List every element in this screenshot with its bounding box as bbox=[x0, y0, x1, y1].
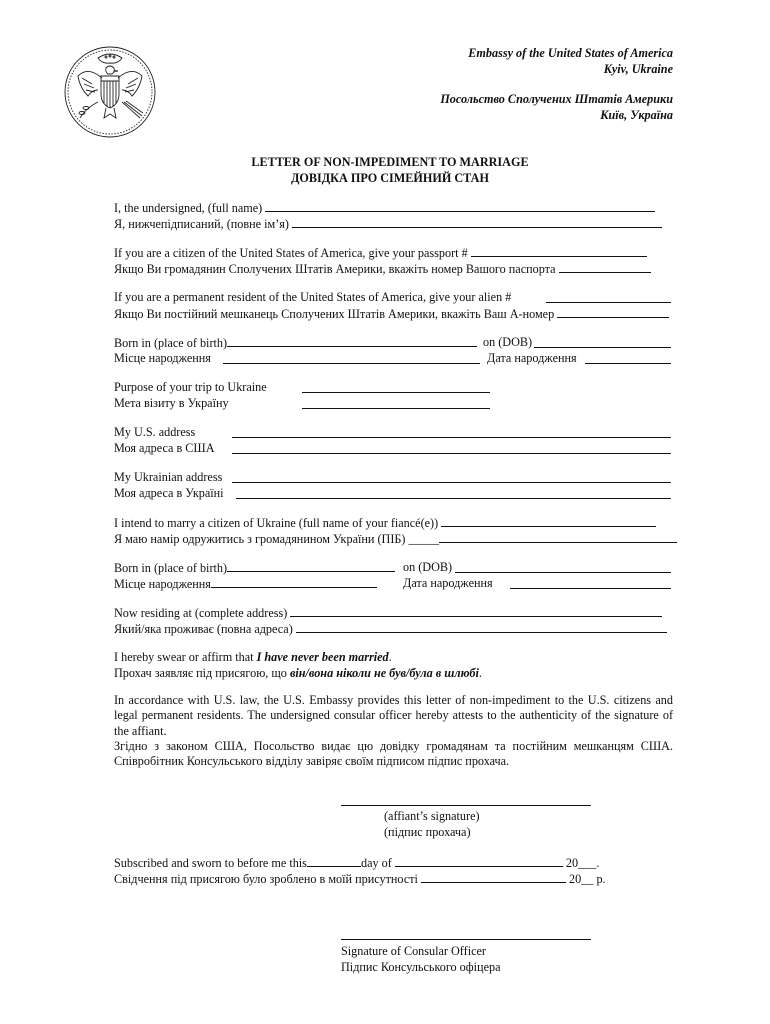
fiance-birth-place-field[interactable] bbox=[227, 559, 395, 572]
document-title-en: LETTER OF NON-IMPEDIMENT TO MARRIAGE bbox=[251, 155, 529, 169]
affirmation-uk bbox=[114, 665, 482, 681]
passport-number-field-uk[interactable] bbox=[559, 260, 651, 273]
alien-row-uk bbox=[114, 305, 669, 322]
alien-number-field[interactable] bbox=[546, 290, 671, 303]
sworn-day-field[interactable] bbox=[307, 854, 361, 867]
passport-number-field[interactable] bbox=[471, 244, 647, 257]
dob-label-en: on (DOB) bbox=[483, 335, 533, 349]
alien-label-uk: Якщо Ви постійний мешканець Сполучених Штатів Америки, вкажіть Ваш А-номер bbox=[114, 307, 555, 321]
ua-address-label-uk: Моя адреса в Україні bbox=[114, 486, 224, 500]
sworn-label-a-en: Subscribed and sworn to before me this bbox=[114, 856, 307, 870]
consular-signature-line[interactable] bbox=[341, 939, 591, 940]
alien-label-en: If you are a permanent resident of the United States of America, give your alien # bbox=[114, 290, 512, 304]
affiant-signature-line[interactable] bbox=[341, 805, 591, 806]
purpose-label-uk: Мета візиту в Україну bbox=[114, 396, 229, 410]
fiance-label-en: I intend to marry a citizen of Ukraine (full name of your fiancé(e)) bbox=[114, 516, 439, 530]
full-name-field[interactable] bbox=[265, 199, 655, 212]
fiance-dob-field[interactable] bbox=[455, 560, 671, 573]
document-title-uk: ДОВІДКА ПРО СІМЕЙНИЙ СТАН bbox=[291, 171, 489, 185]
passport-label-en: If you are a citizen of the United States of America, give your passport # bbox=[114, 246, 468, 260]
embassy-city-en: Kyiv, Ukraine bbox=[603, 62, 673, 76]
statement-uk: Згідно з законом США, Посольство видає цю довідку громадянам та постійним мешканцям США. Співробітник Консульського відділу завіряє своїм підписом підпис прохача. bbox=[114, 739, 673, 769]
us-address-field[interactable] bbox=[232, 425, 671, 438]
affirmation-suffix-uk: . bbox=[478, 666, 482, 680]
fiance-birth-place-field-uk[interactable] bbox=[211, 575, 377, 588]
full-name-label-uk: Я, нижчепідписаний, (повне ім’я) bbox=[114, 217, 289, 231]
affirmation-en bbox=[114, 649, 392, 665]
fiance-dob-label-en: on (DOB) bbox=[403, 560, 453, 574]
residing-address-field-uk[interactable] bbox=[296, 620, 667, 633]
fiance-dob-field-uk[interactable] bbox=[510, 576, 671, 589]
affiant-signature-label-uk: (підпис прохача) bbox=[384, 825, 471, 839]
consular-signature-label-en: Signature of Consular Officer bbox=[341, 944, 486, 958]
dob-label-uk: Дата народження bbox=[487, 351, 577, 365]
sworn-year-prefix-uk: 20 bbox=[569, 872, 582, 886]
sworn-row-en bbox=[114, 854, 599, 871]
affiant-signature-label-en: (affiant’s signature) bbox=[384, 809, 480, 823]
fiance-row-uk bbox=[114, 530, 677, 547]
fiance-birth-row-en bbox=[114, 559, 395, 576]
birth-row-uk bbox=[114, 350, 211, 366]
fiance-name-field-uk[interactable] bbox=[439, 530, 677, 543]
affirmation-emphasis-en: I have never been married bbox=[256, 650, 389, 664]
fiance-birth-place-label-en: Born in (place of birth) bbox=[114, 561, 228, 575]
alien-row-en bbox=[114, 289, 511, 305]
embassy-header-uk bbox=[440, 91, 673, 123]
sworn-month-field[interactable] bbox=[395, 854, 563, 867]
dob-field[interactable] bbox=[534, 335, 671, 348]
statement-en: In accordance with U.S. law, the U.S. Embassy provides this letter of non-impediment to the U.S. citizens and legal permanent residents. The undersigned consular officer hereby attests to the authenticity of the signature of the affiant. bbox=[114, 693, 673, 738]
sworn-year-label-en: 20___. bbox=[565, 856, 600, 870]
affirmation-emphasis-uk: він/вона ніколи не був/була в шлюбі bbox=[289, 666, 479, 680]
sworn-label-b-en: day of bbox=[360, 856, 392, 870]
residing-label-uk: Який/яка проживає (повна адреса) bbox=[114, 622, 293, 636]
purpose-label-en: Purpose of your trip to Ukraine bbox=[114, 380, 267, 394]
trip-purpose-field-uk[interactable] bbox=[302, 396, 490, 409]
us-address-label-uk: Моя адреса в США bbox=[114, 441, 215, 455]
birth-place-field[interactable] bbox=[227, 334, 477, 347]
affirmation-prefix-uk: Прохач заявляє під присягою, що bbox=[114, 666, 290, 680]
sworn-year-suffix-uk: __ р. bbox=[581, 872, 606, 886]
birth-place-field-uk[interactable] bbox=[223, 351, 480, 364]
passport-row-en bbox=[114, 244, 647, 261]
residing-row-en bbox=[114, 604, 662, 621]
sworn-date-field-uk[interactable] bbox=[421, 870, 566, 883]
sworn-label-a-uk: Свідчення під присягою було зроблено в моїй присутності bbox=[114, 872, 418, 886]
alien-number-field-uk[interactable] bbox=[557, 305, 669, 318]
birth-place-label-en: Born in (place of birth) bbox=[114, 336, 228, 350]
residing-address-field[interactable] bbox=[290, 604, 662, 617]
ua-address-field-uk[interactable] bbox=[236, 486, 671, 499]
consular-signature-label-uk: Підпис Консульського офіцера bbox=[341, 960, 501, 974]
passport-row-uk bbox=[114, 260, 651, 277]
us-address-field-uk[interactable] bbox=[232, 441, 671, 454]
dob-field-uk[interactable] bbox=[585, 351, 671, 364]
full-name-row-en bbox=[114, 199, 655, 216]
embassy-name-uk: Посольство Сполучених Штатів Америки bbox=[440, 92, 673, 106]
fiance-row-en bbox=[114, 514, 656, 531]
fiance-birth-row-uk bbox=[114, 575, 377, 592]
birth-place-label-uk: Місце народження bbox=[114, 351, 211, 365]
sworn-row-uk bbox=[114, 870, 606, 887]
full-name-row-uk bbox=[114, 215, 662, 232]
residing-label-en: Now residing at (complete address) bbox=[114, 606, 288, 620]
residing-row-uk bbox=[114, 620, 667, 637]
birth-row-en bbox=[114, 334, 477, 351]
full-name-label-en: I, the undersigned, (full name) bbox=[114, 201, 263, 215]
embassy-name-en: Embassy of the United States of America bbox=[468, 46, 673, 60]
trip-purpose-field[interactable] bbox=[302, 380, 490, 393]
ua-address-label-en: My Ukrainian address bbox=[114, 470, 223, 484]
ua-address-field[interactable] bbox=[232, 470, 671, 483]
passport-label-uk: Якщо Ви громадянин Сполучених Штатів Америки, вкажіть номер Вашого паспорта bbox=[114, 262, 556, 276]
fiance-dob-label-uk: Дата народження bbox=[403, 576, 493, 590]
affirmation-prefix-en: I hereby swear or affirm that bbox=[114, 650, 257, 664]
affirmation-suffix-en: . bbox=[388, 650, 392, 664]
fiance-name-field[interactable] bbox=[441, 514, 656, 527]
embassy-seal-logo bbox=[62, 44, 158, 140]
embassy-city-uk: Київ, Україна bbox=[600, 108, 673, 122]
embassy-header-en bbox=[468, 45, 673, 77]
full-name-field-uk[interactable] bbox=[292, 215, 662, 228]
fiance-birth-place-label-uk: Місце народження bbox=[114, 577, 211, 591]
us-address-label-en: My U.S. address bbox=[114, 425, 196, 439]
fiance-label-uk: Я маю намір одружитись з громадянином України (ПІБ) _____ bbox=[114, 532, 439, 546]
